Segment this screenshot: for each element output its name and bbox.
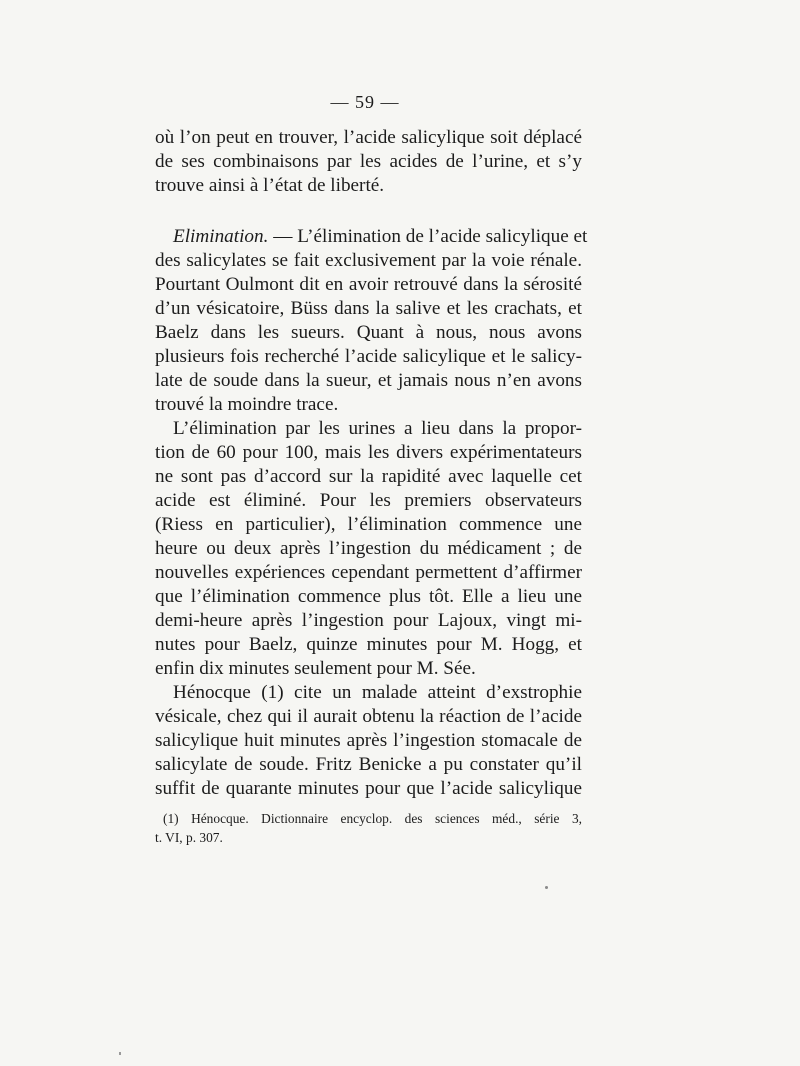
text-line: où l’on peut en trouver, l’acide salicylique soit déplacé [155, 127, 582, 148]
text-line: salicylate de soude. Fritz Benicke a pu constater qu’il [155, 754, 582, 775]
text-line: heure ou deux après l’ingestion du médicament ; de [155, 538, 582, 559]
footnote-line: t. VI, p. 307. [155, 830, 223, 845]
text-line: nutes pour Baelz, quinze minutes pour M. Hogg, et [155, 634, 582, 655]
text-line: (Riess en particulier), l’élimination commence une [155, 514, 582, 535]
section-heading: Elimination. [173, 226, 269, 247]
text-line: salicylique huit minutes après l’ingestion stomacale de [155, 730, 582, 751]
paper-speck [119, 1052, 121, 1055]
text-line: L’élimination par les urines a lieu dans la propor- [173, 418, 582, 439]
page-number: — 59 — [330, 92, 400, 112]
text-line: late de soude dans la sueur, et jamais nous n’en avons [155, 370, 582, 391]
text-line: que l’élimination commence plus tôt. Elle a lieu une [155, 586, 582, 607]
text-line: des salicylates se fait exclusivement par la voie rénale. [155, 250, 582, 271]
text-line: d’un vésicatoire, Büss dans la salive et les crachats, et [155, 298, 582, 319]
text-line: plusieurs fois recherché l’acide salicylique et le salicy- [155, 346, 582, 367]
text-line: vésicale, chez qui il aurait obtenu la réaction de l’acide [155, 706, 582, 727]
footnote-line: (1) Hénocque. Dictionnaire encyclop. des sciences méd., série 3, [163, 811, 582, 826]
text-line: Pourtant Oulmont dit en avoir retrouvé dans la sérosité [155, 274, 582, 295]
text-fragment: — L’élimination de l’acide salicylique et [268, 226, 588, 247]
text-line: tion de 60 pour 100, mais les divers expérimentateurs [155, 442, 582, 463]
text-line: nouvelles expériences cependant permettent d’affirmer [155, 562, 582, 583]
text-line: suffit de quarante minutes pour que l’acide salicylique [155, 778, 582, 799]
text-line: Baelz dans les sueurs. Quant à nous, nous avons [155, 322, 582, 343]
text-line: de ses combinaisons par les acides de l’urine, et s’y [155, 151, 582, 172]
text-line: acide est éliminé. Pour les premiers observateurs [155, 490, 582, 511]
text-line: Hénocque (1) cite un malade atteint d’exstrophie [173, 682, 582, 703]
text-line: demi-heure après l’ingestion pour Lajoux, vingt mi- [155, 610, 582, 631]
text-line: trouve ainsi à l’état de liberté. [155, 175, 385, 196]
text-line: ne sont pas d’accord sur la rapidité avec laquelle cet [155, 466, 582, 487]
paper-speck [545, 886, 548, 889]
text-line: trouvé la moindre trace. [155, 394, 339, 415]
section-heading-line [173, 225, 588, 249]
text-line: enfin dix minutes seulement pour M. Sée. [155, 658, 476, 679]
